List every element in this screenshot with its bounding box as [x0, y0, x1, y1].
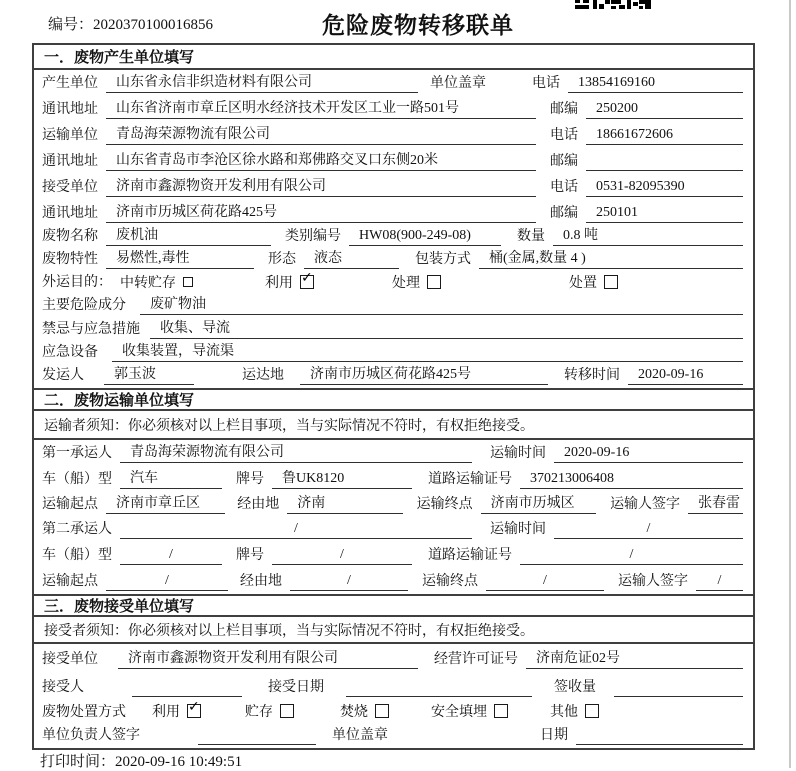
serial-number: 2020370100016856: [93, 17, 214, 33]
terminal1-value: 济南市历城区: [481, 492, 596, 514]
vehicle-type-label: 车（船）型: [42, 548, 112, 563]
row-waste-name: [34, 226, 753, 249]
row-producer-address: [34, 96, 753, 122]
checkbox-checked-icon: ✓: [187, 704, 201, 718]
manager-sign-value: [198, 743, 316, 745]
checkbox-unchecked-icon: [604, 275, 618, 289]
taboo-label: 禁忌与应急措施: [42, 322, 140, 337]
checkbox-unchecked-icon: [183, 277, 193, 287]
license-label: 经营许可证号: [434, 652, 518, 667]
receiver-address-value: 济南市历城区荷花路425号: [106, 201, 536, 223]
origin-label: 运输起点: [42, 497, 98, 512]
carrier1-value: 青岛海荣源物流有限公司: [120, 441, 472, 463]
category-value: HW08(900-249-08): [349, 228, 501, 246]
checkbox-unchecked-icon: [280, 704, 294, 718]
transporter-label: 运输单位: [42, 128, 98, 143]
purpose-option-disposal: [569, 272, 618, 292]
disposal-option-landfill: [431, 701, 508, 721]
option-label: 焚烧: [340, 705, 368, 720]
received-qty-value: [614, 695, 743, 697]
row-hazard-component: [34, 294, 753, 318]
transfer-time-label: 转移时间: [564, 368, 620, 383]
purpose-option-use: [265, 269, 314, 292]
destination-value: 济南市历城区荷花路425号: [300, 363, 548, 385]
checkbox-unchecked-icon: [494, 704, 508, 718]
license-value: 济南危证02号: [526, 647, 743, 669]
origin1-value: 济南市章丘区: [106, 492, 225, 514]
carrier-sign-label: 运输人签字: [610, 497, 681, 512]
quantity-value: 0.8 吨: [553, 224, 743, 246]
disposal-option-use: [152, 701, 201, 721]
accept-date-label: 接受日期: [268, 680, 324, 695]
serial-label: 编号：: [48, 17, 94, 33]
quantity-label: 数量: [517, 229, 545, 244]
phone-label: 电话: [550, 180, 578, 195]
form-label: 形态: [268, 252, 296, 267]
row-taboo-measures: [34, 318, 753, 342]
row-manager-sign: [34, 725, 753, 748]
option-label: 利用: [152, 705, 180, 720]
manager-sign-label: 单位负责人签字: [42, 728, 140, 743]
row-producer: [34, 70, 753, 96]
plate-label: 牌号: [236, 548, 264, 563]
option-label: 中转贮存: [120, 275, 176, 291]
vehicle1-value: 汽车: [120, 467, 222, 489]
recipient-label: 接受人: [42, 680, 84, 695]
transport-time-label: 运输时间: [490, 522, 546, 537]
row-emergency-equipment: [34, 342, 753, 365]
character-value: 易燃性,毒性: [106, 247, 254, 269]
print-time-label: 打印时间：: [40, 754, 116, 770]
plate2-value: /: [272, 547, 412, 565]
packing-label: 包装方式: [415, 252, 471, 267]
terminal-label: 运输终点: [416, 497, 473, 512]
section1-header: 一．废物产生单位填写: [34, 45, 753, 70]
disposal-option-storage: [245, 701, 294, 721]
date-value: [576, 743, 743, 745]
page-title: 危险废物转移联单: [322, 12, 514, 38]
row-accept-unit: [34, 644, 753, 672]
row-vehicle-1: [34, 466, 753, 492]
taboo-value: 收集、导流: [150, 317, 743, 339]
consignor-value: 郭玉波: [104, 363, 194, 385]
row-first-carrier: [34, 440, 753, 466]
row-waste-character: [34, 249, 753, 272]
checkbox-unchecked-icon: [427, 275, 441, 289]
transporter-phone-value: 18661672606: [586, 127, 743, 145]
packing-value: 桶(金属,数量 4 ): [479, 247, 743, 269]
checkbox-checked-icon: ✓: [300, 275, 314, 289]
via2-value: /: [290, 573, 408, 591]
purpose-label: 外运目的：: [42, 275, 112, 290]
transporter-value: 青岛海荣源物流有限公司: [106, 123, 536, 145]
receiver-notice: 接受者须知：你必须核对以上栏目事项，当与实际情况不符时，有权拒绝接受。: [34, 617, 753, 644]
waste-name-label: 废物名称: [42, 229, 98, 244]
producer-phone-value: 13854169160: [568, 75, 743, 93]
form-value: 液态: [304, 247, 399, 269]
phone-label: 电话: [550, 128, 578, 143]
row-purpose: [34, 269, 753, 294]
producer-zip-value: 250200: [586, 101, 743, 119]
row-transporter: [34, 122, 753, 148]
option-label: 利用: [265, 275, 293, 291]
transporter-zip-value: [586, 169, 743, 171]
transporter-notice: 运输者须知：你必须核对以上栏目事项，当与实际情况不符时，有权拒绝接受。: [34, 411, 753, 440]
address-label: 通讯地址: [42, 154, 98, 169]
transfer-form-table: [32, 43, 755, 750]
unit-seal-label: 单位盖章: [430, 76, 486, 91]
receiver-label: 接受单位: [42, 652, 98, 667]
print-time-value: 2020-09-16 10:49:51: [115, 754, 243, 770]
row-recipient: [34, 672, 753, 700]
character-label: 废物特性: [42, 252, 98, 267]
sign1-value: 张春雷: [688, 492, 743, 514]
producer-label: 产生单位: [42, 76, 98, 91]
carrier1-time-value: 2020-09-16: [554, 445, 743, 463]
carrier-sign-label: 运输人签字: [618, 574, 688, 589]
form-header: [0, 0, 796, 43]
checkbox-unchecked-icon: [585, 704, 599, 718]
producer-address-value: 山东省济南市章丘区明水经济技术开发区工业一路501号: [106, 97, 536, 119]
purpose-option-treatment: [392, 272, 441, 292]
row-consignor: [34, 365, 753, 388]
origin2-value: /: [106, 573, 228, 591]
consignor-label: 发运人: [42, 368, 84, 383]
hazard-value: 废矿物油: [140, 293, 743, 315]
page-edge-divider: [789, 0, 791, 768]
receiver-value: 济南市鑫源物资开发利用有限公司: [106, 175, 536, 197]
receiver-phone-value: 0531-82095390: [586, 179, 743, 197]
category-label: 类别编号: [285, 229, 341, 244]
transfer-time-value: 2020-09-16: [628, 367, 743, 385]
waste-name-value: 废机油: [106, 224, 271, 246]
road-cert1-value: 370213006408: [520, 471, 743, 489]
row-second-carrier: [34, 517, 753, 542]
carrier1-label: 第一承运人: [42, 446, 112, 461]
row-transporter-address: [34, 148, 753, 174]
qr-code-fragment-icon: [575, 0, 655, 9]
date-label: 日期: [540, 728, 568, 743]
road-cert2-value: /: [520, 547, 743, 565]
plate-label: 牌号: [236, 472, 264, 487]
option-label: 其他: [550, 705, 578, 720]
receiver-zip-value: 250101: [586, 205, 743, 223]
via-label: 经由地: [240, 574, 282, 589]
checkbox-unchecked-icon: [375, 704, 389, 718]
option-label: 处理: [392, 275, 420, 291]
sign2-value: /: [696, 573, 743, 591]
option-label: 处置: [569, 275, 597, 291]
hazard-label: 主要危险成分: [42, 298, 126, 313]
row-receiver-address: [34, 200, 753, 226]
disposal-label: 废物处置方式: [42, 704, 126, 720]
receiver-value: 济南市鑫源物资开发利用有限公司: [118, 647, 418, 669]
equipment-value: 收集装置，导流渠: [112, 340, 743, 362]
address-label: 通讯地址: [42, 102, 98, 117]
section3-header: 三．废物接受单位填写: [34, 594, 753, 617]
carrier2-time-value: /: [554, 521, 743, 539]
row-route-2: [34, 568, 753, 594]
origin-label: 运输起点: [42, 574, 98, 589]
receiver-label: 接受单位: [42, 180, 98, 195]
row-route-1: [34, 492, 753, 517]
terminal-label: 运输终点: [422, 574, 478, 589]
via-label: 经由地: [237, 497, 280, 512]
zip-label: 邮编: [550, 206, 578, 221]
plate1-value: 鲁UK8120: [272, 467, 412, 489]
carrier2-value: /: [120, 521, 472, 539]
zip-label: 邮编: [550, 102, 578, 117]
recipient-value: [132, 695, 242, 697]
carrier2-label: 第二承运人: [42, 522, 112, 537]
option-label: 贮存: [245, 705, 273, 720]
via1-value: 济南: [287, 492, 402, 514]
road-cert-label: 道路运输证号: [428, 472, 512, 487]
equipment-label: 应急设备: [42, 345, 98, 360]
received-qty-label: 签收量: [554, 680, 596, 695]
unit-seal-label: 单位盖章: [332, 728, 388, 743]
option-label: 安全填埋: [431, 705, 487, 720]
row-disposal-method: [34, 700, 753, 725]
purpose-option-transfer-storage: [120, 272, 193, 292]
address-label: 通讯地址: [42, 206, 98, 221]
zip-label: 邮编: [550, 154, 578, 169]
phone-label: 电话: [532, 76, 560, 91]
accept-date-value: [346, 695, 532, 697]
serial-number-line: [48, 13, 213, 34]
row-receiver: [34, 174, 753, 200]
terminal2-value: /: [486, 573, 604, 591]
road-cert-label: 道路运输证号: [428, 548, 512, 563]
transporter-address-value: 山东省青岛市李沧区徐水路和郑佛路交叉口东侧20米: [106, 149, 536, 171]
vehicle2-value: /: [120, 547, 222, 565]
vehicle-type-label: 车（船）型: [42, 472, 112, 487]
producer-value: 山东省永信非织造材料有限公司: [106, 71, 418, 93]
disposal-option-incineration: [340, 701, 389, 721]
row-vehicle-2: [34, 542, 753, 568]
transport-time-label: 运输时间: [490, 446, 546, 461]
disposal-option-other: [550, 701, 599, 721]
section2-header: 二．废物运输单位填写: [34, 388, 753, 411]
destination-label: 运达地: [242, 368, 284, 383]
